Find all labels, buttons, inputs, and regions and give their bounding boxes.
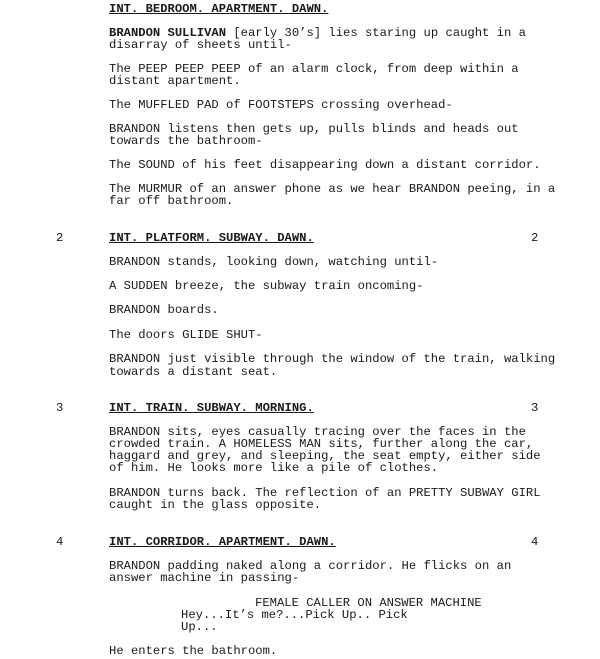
action-line: answer machine in passing- <box>109 571 300 585</box>
scene-number-right: 4 <box>531 535 539 549</box>
character-intro: BRANDON SULLIVAN <box>109 26 227 40</box>
action-line: BRANDON just visible through the window of the train, walking <box>109 352 556 366</box>
action-line: of him. He looks more like a pile of clothes. <box>109 461 439 475</box>
action-line: distant apartment. <box>109 74 241 88</box>
scene-number-left: 2 <box>56 231 64 245</box>
scene-heading: INT. PLATFORM. SUBWAY. DAWN. <box>109 231 314 245</box>
action-line: The PEEP PEEP PEEP of an alarm clock, from deep within a <box>109 62 519 76</box>
action-line: He enters the bathroom. <box>109 644 278 658</box>
action-line: A SUDDEN breeze, the subway train oncoming- <box>109 279 424 293</box>
action-line: caught in the glass opposite. <box>109 498 322 512</box>
action-line: BRANDON padding naked along a corridor. He flicks on an <box>109 559 512 573</box>
scene-heading: INT. CORRIDOR. APARTMENT. DAWN. <box>109 535 336 549</box>
action-line: BRANDON boards. <box>109 303 219 317</box>
action-line: BRANDON stands, looking down, watching until- <box>109 255 439 269</box>
scene-number-right: 2 <box>531 231 539 245</box>
action-line: BRANDON sits, eyes casually tracing over the faces in the <box>109 425 526 439</box>
dialogue-line: Hey...It’s me?...Pick Up.. Pick <box>181 608 408 622</box>
action-line: towards a distant seat. <box>109 365 278 379</box>
action-line: towards the bathroom- <box>109 134 263 148</box>
scene-heading: INT. TRAIN. SUBWAY. MORNING. <box>109 401 314 415</box>
action-line: far off bathroom. <box>109 194 234 208</box>
scene-number-right: 3 <box>531 401 539 415</box>
action-line: BRANDON listens then gets up, pulls blinds and heads out <box>109 122 519 136</box>
action-line: The MURMUR of an answer phone as we hear BRANDON peeing, in a <box>109 182 556 196</box>
action-line: crowded train. A HOMELESS MAN sits, further along the car, <box>109 437 534 451</box>
scene-heading: INT. BEDROOM. APARTMENT. DAWN. <box>109 2 329 16</box>
character-cue: FEMALE CALLER ON ANSWER MACHINE <box>255 596 482 610</box>
action-line: BRANDON SULLIVAN [early 30’s] lies staring up caught in a <box>109 26 526 40</box>
action-line: haggard and grey, and sleeping, the seat empty, either side <box>109 449 541 463</box>
action-line: disarray of sheets until- <box>109 38 292 52</box>
action-line: BRANDON turns back. The reflection of an PRETTY SUBWAY GIRL <box>109 486 541 500</box>
scene-number-left: 4 <box>56 535 64 549</box>
action-line: The MUFFLED PAD of FOOTSTEPS crossing overhead- <box>109 98 453 112</box>
dialogue-line: Up... <box>181 620 218 634</box>
action-line: The doors GLIDE SHUT- <box>109 328 263 342</box>
action-line: The SOUND of his feet disappearing down a distant corridor. <box>109 158 541 172</box>
scene-number-left: 3 <box>56 401 64 415</box>
